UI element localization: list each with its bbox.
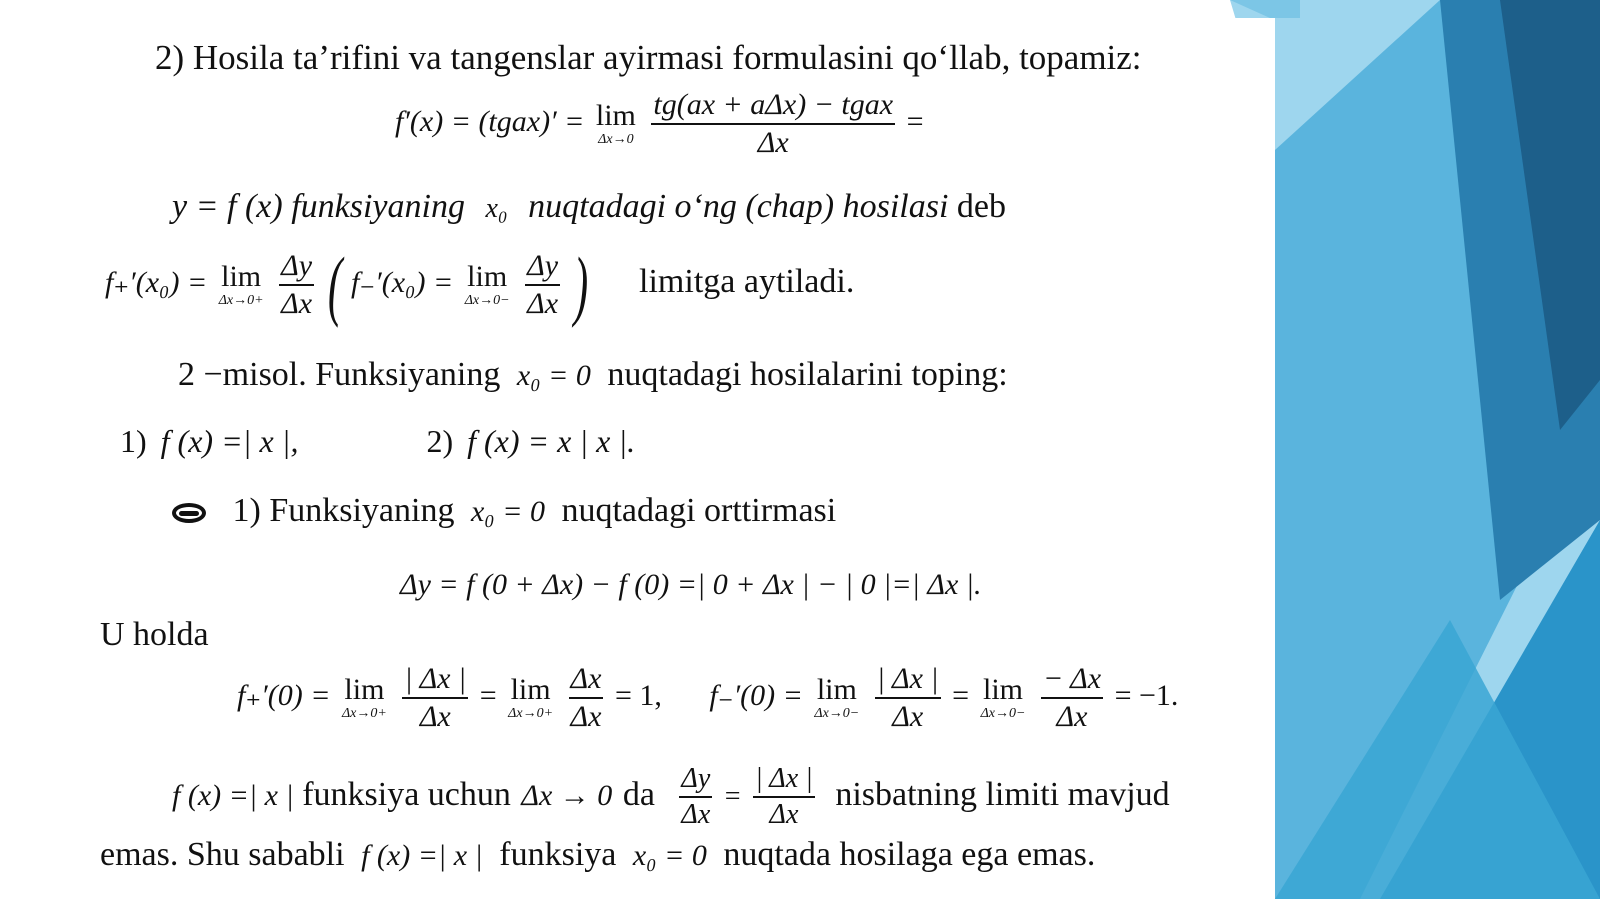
eq4-frac1-den: Δx <box>419 700 451 733</box>
eq4-lim3-word: lim <box>816 673 857 706</box>
eq4-lhs-plus: f₊′(0) = <box>237 678 331 712</box>
tangent-derivative-formula <box>395 90 924 158</box>
eq2-lim-word-plus: lim <box>221 260 262 293</box>
def-formula: y = f (x) <box>172 188 283 225</box>
eq4-lim4-cond: Δx→0− <box>980 706 1026 721</box>
one-sided-derivative-formula <box>105 241 855 328</box>
eq1-limit <box>596 101 636 147</box>
conclusion-pre: emas. Shu sababli <box>100 836 345 873</box>
ratio-text1: funksiya uchun <box>302 775 511 813</box>
eq2-num-minus: Δy <box>525 251 560 286</box>
ratio-frac2-num: | Δx | <box>753 765 815 798</box>
eq4-frac4-den: Δx <box>1056 700 1088 733</box>
example-x0: x₀ = 0 <box>516 359 591 392</box>
example-tasks <box>120 425 635 457</box>
def-x0: x₀ <box>485 193 508 224</box>
ratio-frac1 <box>679 765 712 829</box>
eq1-fraction <box>651 90 895 158</box>
example-post: nuqtadagi hosilalarini toping: <box>607 356 1008 393</box>
task-2-label: 2) <box>426 423 454 459</box>
intro-text: 2) Hosila ta’rifini va tangenslar ayirmasi formulasini qo‘llab, topamiz: <box>155 38 1142 77</box>
solution-post: nuqtadagi orttirmasi <box>561 492 837 529</box>
one-sided-derivatives-at-zero <box>237 664 1178 732</box>
eq2-cond-plus: Δx→0+ <box>218 293 264 308</box>
ratio-dx: Δx → 0 <box>521 778 613 812</box>
eq4-lim1-cond: Δx→0+ <box>341 706 387 721</box>
task-2-formula: f (x) = x | x |. <box>467 423 636 459</box>
ratio-eq: = <box>724 780 741 812</box>
eq4-eq2: = <box>952 678 970 712</box>
eq4-lim4-word: lim <box>983 673 1024 706</box>
eq4-frac2-num: Δx <box>569 664 604 699</box>
conclusion-post: nuqtada hosilaga ega emas. <box>723 836 1096 873</box>
ratio-text2: da <box>622 775 655 813</box>
eq4-res-plus: = 1, <box>614 678 662 712</box>
task-1-label: 1) <box>120 423 147 459</box>
eq4-frac3-num: | Δx | <box>875 664 941 699</box>
example-heading <box>178 358 1008 392</box>
conclusion-x0: x₀ = 0 <box>632 839 707 872</box>
eq4-lim3-cond: Δx→0− <box>814 706 860 721</box>
eq4-frac4 <box>1041 664 1103 732</box>
solution-x0: x₀ = 0 <box>470 495 545 528</box>
eq3: Δy = f (0 + Δx) − f (0) =| 0 + Δx | − | 0 |=| Δx |. <box>400 568 982 601</box>
eq4-frac1-num: | Δx | <box>402 664 468 699</box>
conclusion-line <box>100 838 1095 872</box>
eq4-lim1 <box>342 675 387 721</box>
eq4-lim4 <box>981 675 1026 721</box>
eq1-numerator: tg(ax + aΔx) − tgax <box>651 90 895 125</box>
ratio-line <box>172 765 1170 829</box>
eq2-limit-minus <box>465 262 510 308</box>
eq2-den-plus: Δx <box>281 287 313 320</box>
eq1-tail: = <box>906 104 924 138</box>
eq2-lim-word-minus: lim <box>467 260 508 293</box>
ratio-frac2 <box>753 765 815 829</box>
u-holda: U holda <box>100 616 209 653</box>
eq4-frac1 <box>402 664 468 732</box>
eq2-den-minus: Δx <box>527 287 559 320</box>
eq2-lhs: f₊′(x₀) = <box>105 265 208 299</box>
increment-formula <box>400 570 982 600</box>
eq2-num-plus: Δy <box>279 251 314 286</box>
ratio-frac1-num: Δy <box>679 765 712 798</box>
eq4-frac2-den: Δx <box>570 700 602 733</box>
eq2-fraction-minus <box>525 251 560 319</box>
eq4-lim2-cond: Δx→0+ <box>508 706 554 721</box>
conclusion-mid: funksiya <box>499 836 617 873</box>
eq4-lim2 <box>508 675 553 721</box>
ratio-frac2-den: Δx <box>769 799 799 830</box>
eq4-lim3 <box>814 675 859 721</box>
eq2-cond-minus: Δx→0− <box>464 293 510 308</box>
task-1-formula: f (x) =| x |, <box>160 423 299 459</box>
eq4-lhs-minus: f₋′(0) = <box>709 678 803 712</box>
solution-pre: 1) Funksiyaning <box>232 492 455 529</box>
eq2-limit-plus <box>219 262 264 308</box>
eq1-lim-cond: Δx→0 <box>598 132 634 147</box>
definition-line <box>172 190 1006 224</box>
eq4-lim2-word: lim <box>510 673 551 706</box>
left-paren: ( <box>327 241 342 328</box>
eq4-frac3-den: Δx <box>892 700 924 733</box>
ratio-f: f (x) =| x | <box>172 778 294 812</box>
eq2-inner-lhs: f₋′(x₀) = <box>351 265 454 299</box>
bullet-icon <box>172 503 206 523</box>
eq1-lhs: f′(x) = (tgax)′ = <box>395 104 585 138</box>
u-holda-line <box>100 618 209 652</box>
eq2-tail: limitga aytiladi. <box>639 262 855 300</box>
example-pre: 2 −misol. Funksiyaning <box>178 356 501 393</box>
ratio-frac1-den: Δx <box>681 799 711 830</box>
eq4-eq1: = <box>479 678 497 712</box>
eq1-denominator: Δx <box>757 126 789 159</box>
conclusion-f: f (x) =| x | <box>361 839 483 872</box>
eq4-frac3 <box>875 664 941 732</box>
def-italic-1: funksiyaning <box>291 188 465 225</box>
solution-line <box>172 494 836 528</box>
def-italic-2: nuqtadagi o‘ng (chap) hosilasi <box>528 188 949 225</box>
right-paren: ) <box>573 241 588 328</box>
eq4-res-minus: = −1. <box>1114 678 1179 712</box>
def-plain: deb <box>956 188 1007 225</box>
eq1-lim-word: lim <box>595 99 636 132</box>
eq2-fraction-plus <box>279 251 314 319</box>
eq4-frac2 <box>569 664 604 732</box>
eq4-frac4-num: − Δx <box>1041 664 1103 699</box>
eq4-lim1-word: lim <box>344 673 385 706</box>
intro-line <box>155 40 1142 75</box>
ratio-text3: nisbatning limiti mavjud <box>835 775 1170 813</box>
